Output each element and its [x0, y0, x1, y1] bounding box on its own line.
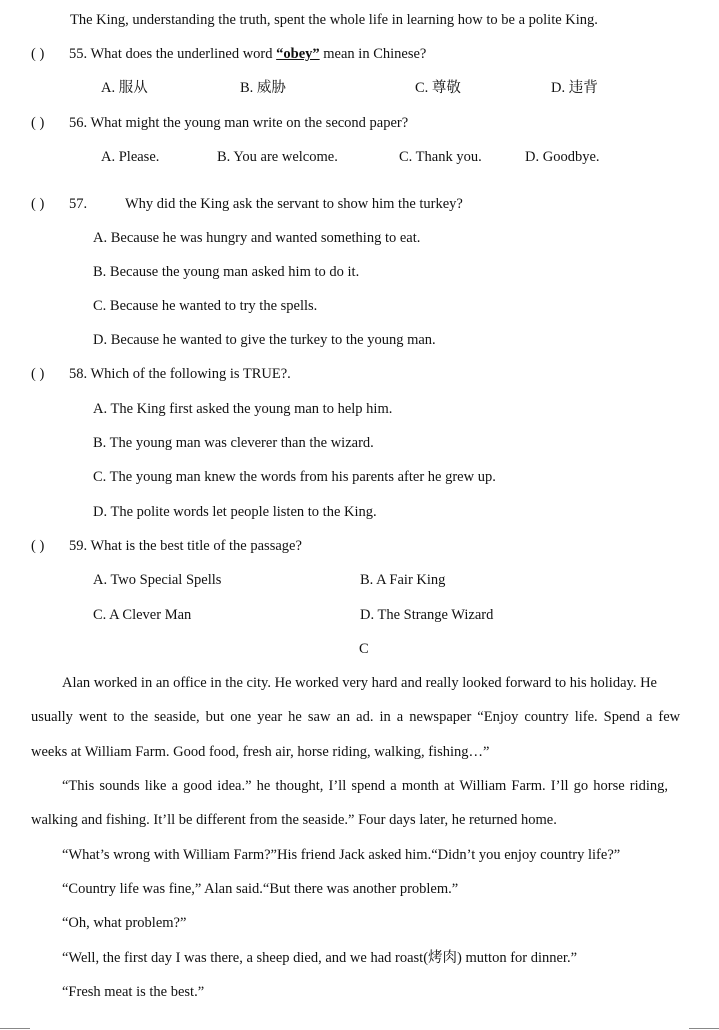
section-heading: C — [359, 641, 369, 657]
answer-blank[interactable]: ( ) — [31, 115, 45, 131]
question-text: What is the best title of the passage? — [90, 538, 302, 554]
question-text: Why did the King ask the servant to show him the turkey? — [125, 196, 463, 212]
passage-line: “Oh, what problem?” — [62, 915, 187, 931]
option-c: C. The young man knew the words from his parents after he grew up. — [93, 469, 496, 485]
passage-line: walking and fishing. It’ll be different from the seaside.” Four days later, he returned home. — [31, 812, 557, 828]
page-margin-mark — [689, 1028, 719, 1029]
option-a: A. 服从 — [101, 80, 148, 96]
question-55 — [31, 45, 426, 63]
option-b: B. You are welcome. — [217, 149, 338, 165]
option-a: A. Because he was hungry and wanted something to eat. — [93, 230, 421, 246]
option-b: B. A Fair King — [360, 572, 446, 588]
option-d: D. 违背 — [551, 80, 598, 96]
question-text: What might the young man write on the second paper? — [90, 115, 409, 131]
passage-line: usually went to the seaside, but one year he saw an ad. in a newspaper “Enjoy country life. Spend a few — [31, 709, 681, 725]
question-text: What does the underlined word — [90, 46, 277, 62]
answer-blank[interactable]: ( ) — [31, 538, 45, 554]
passage-intro-last-line: The King, understanding the truth, spent the whole life in learning how to be a polite King. — [70, 12, 598, 28]
question-number: 58. — [69, 366, 88, 382]
option-a: A. Two Special Spells — [93, 572, 222, 588]
option-d: D. The Strange Wizard — [360, 607, 494, 623]
option-b: B. 威胁 — [240, 80, 286, 96]
passage-line: “Country life was fine,” Alan said.“But there was another problem.” — [62, 881, 459, 897]
option-c: C. Thank you. — [399, 149, 482, 165]
option-c: C. A Clever Man — [93, 607, 192, 623]
passage-line: “Fresh meat is the best.” — [62, 984, 205, 1000]
question-59 — [31, 537, 302, 555]
question-58 — [31, 365, 291, 383]
passage-line: “This sounds like a good idea.” he thought, I’ll spend a month at William Farm. I’ll go horse riding, — [62, 778, 669, 794]
passage-line: weeks at William Farm. Good food, fresh air, horse riding, walking, fishing…” — [31, 744, 490, 760]
passage-line: “What’s wrong with William Farm?”His friend Jack asked him.“Didn’t you enjoy country life?” — [62, 847, 621, 863]
answer-blank[interactable]: ( ) — [31, 196, 45, 212]
option-d: D. Goodbye. — [525, 149, 600, 165]
option-b: B. The young man was cleverer than the wizard. — [93, 435, 374, 451]
answer-blank[interactable]: ( ) — [31, 366, 45, 382]
option-d: D. Because he wanted to give the turkey to the young man. — [93, 332, 436, 348]
passage-line: Alan worked in an office in the city. He worked very hard and really looked forward to his holiday. He — [62, 675, 657, 691]
passage-line: “Well, the first day I was there, a sheep died, and we had roast(烤肉) mutton for dinner.” — [62, 950, 578, 966]
question-text-end: mean in Chinese? — [319, 46, 427, 62]
question-number: 55. — [69, 46, 88, 62]
question-56 — [31, 114, 408, 132]
page-margin-mark — [0, 1028, 30, 1029]
option-a: A. The King first asked the young man to help him. — [93, 401, 393, 417]
answer-blank[interactable]: ( ) — [31, 46, 45, 62]
option-c: C. Because he wanted to try the spells. — [93, 298, 318, 314]
question-text: Which of the following is TRUE?. — [90, 366, 291, 382]
question-number: 56. — [69, 115, 88, 131]
option-b: B. Because the young man asked him to do it. — [93, 264, 360, 280]
option-d: D. The polite words let people listen to the King. — [93, 504, 377, 520]
question-number: 59. — [69, 538, 88, 554]
question-57 — [31, 195, 87, 213]
question-number: 57. — [69, 196, 88, 212]
option-c: C. 尊敬 — [415, 80, 461, 96]
option-a: A. Please. — [101, 149, 160, 165]
question-keyword: “obey” — [276, 46, 320, 62]
